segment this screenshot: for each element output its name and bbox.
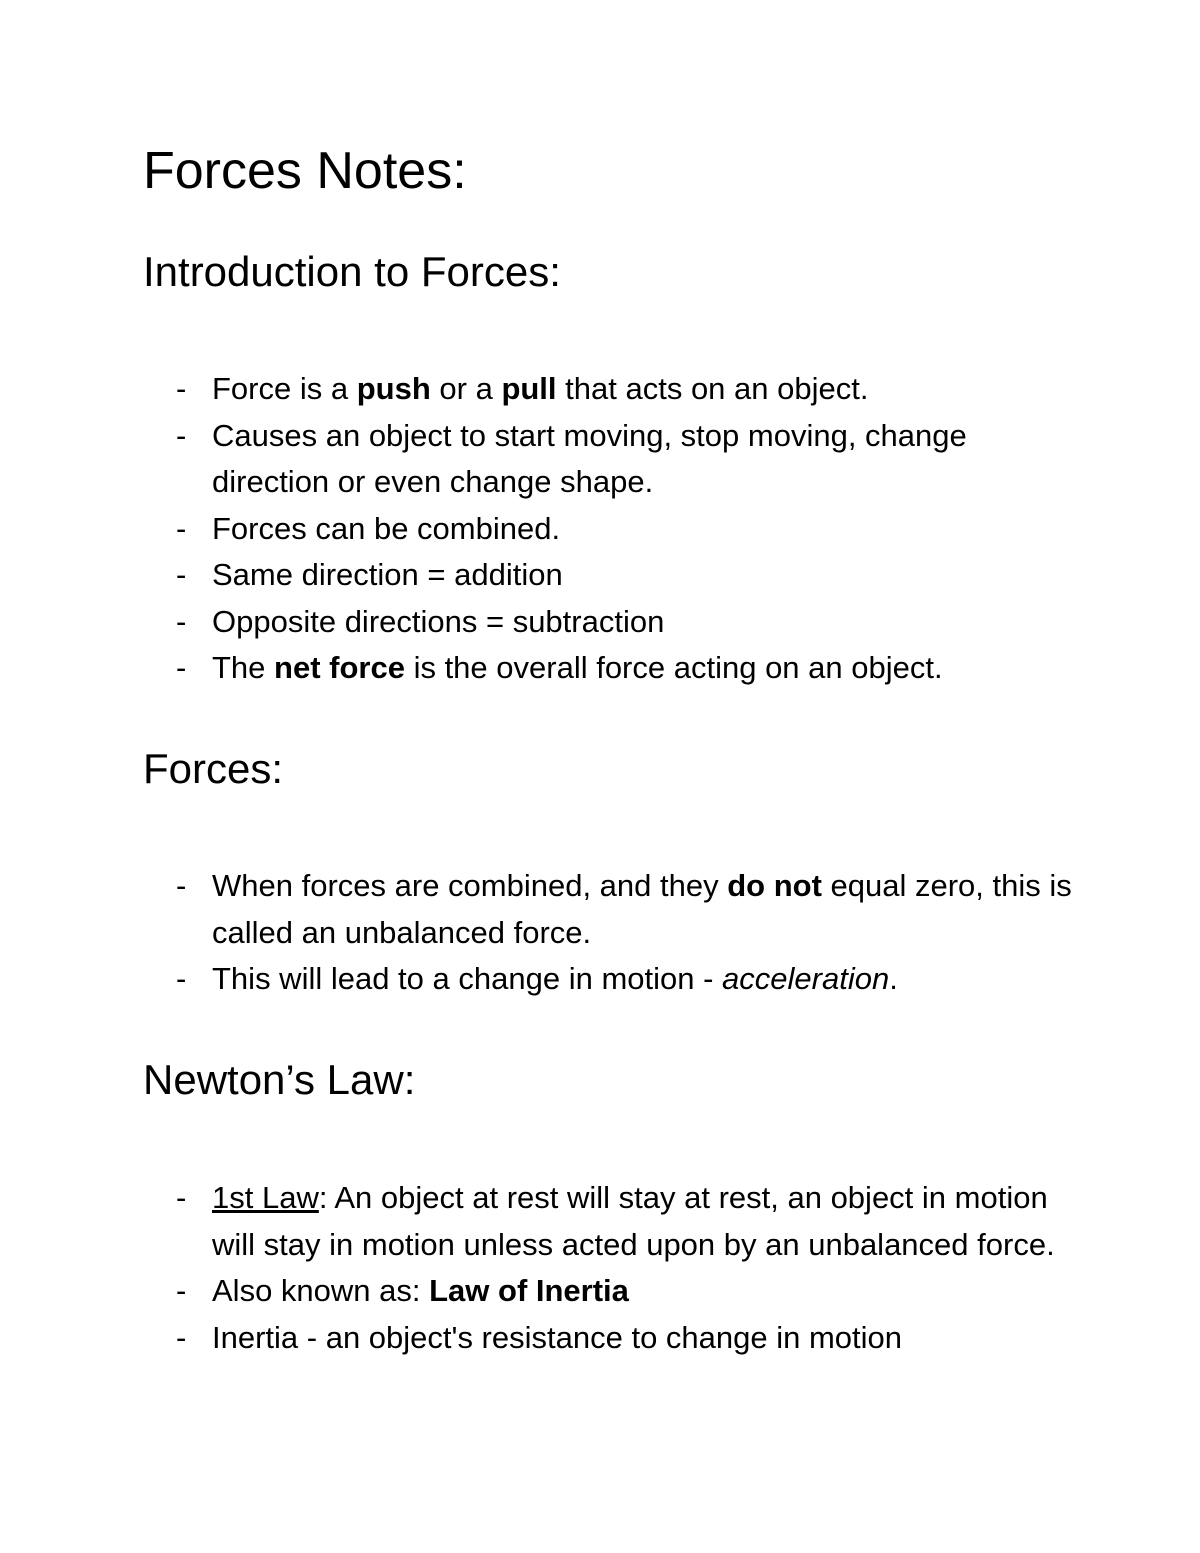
bullet-dash: - [176, 557, 187, 592]
bullet-dash: - [176, 417, 187, 453]
bullet-dash: - [176, 961, 187, 996]
list-item [0, 1268, 1072, 1315]
item-text: Also known as: [212, 1273, 430, 1308]
item-text: When forces are combined, and they [212, 868, 728, 903]
item-text: Same direction = addition [212, 557, 563, 592]
item-text: Opposite directions = subtraction [212, 603, 665, 639]
section-heading-forces: Forces: [143, 745, 284, 792]
bullet-dash: - [176, 1273, 187, 1308]
section-heading-introduction: Introduction to Forces: [143, 248, 561, 295]
item-text: equal zero, this is called an unbalanced force. [212, 868, 1072, 950]
item-text: . [889, 961, 898, 996]
list-item [0, 506, 1072, 553]
item-text: that acts on an object. [556, 371, 869, 406]
section-list-forces [0, 863, 1072, 1003]
document-title: Forces Notes: [143, 142, 467, 200]
list-item [0, 599, 1072, 646]
bold-term-pull: pull [501, 371, 557, 406]
item-text: This will lead to a change in motion - [212, 961, 723, 996]
list-item [0, 1315, 1072, 1362]
item-text: The [212, 650, 275, 685]
bold-term-push: push [356, 371, 431, 406]
bullet-dash: - [176, 650, 187, 685]
list-item [0, 1175, 1072, 1268]
item-text: : An object at rest will stay at rest, an object in motion will stay in motion unless acted upon by an unbalanced force. [212, 1180, 1055, 1262]
item-text: Forces can be combined. [212, 510, 561, 546]
section-list-introduction [0, 366, 1072, 692]
bullet-dash: - [176, 1180, 187, 1215]
bold-term-law-of-inertia: Law of Inertia [429, 1273, 629, 1308]
bullet-dash: - [176, 1319, 187, 1355]
underlined-term-first-law: 1st Law [212, 1180, 319, 1215]
list-item [0, 552, 1072, 599]
list-item [0, 413, 1072, 506]
item-text: Force is a [212, 371, 357, 406]
list-item [0, 863, 1072, 956]
bullet-dash: - [176, 371, 187, 406]
item-text: Causes an object to start moving, stop moving, change direction or even change shape. [212, 417, 967, 499]
bullet-dash: - [176, 603, 187, 639]
bold-term-net-force: net force [274, 650, 405, 685]
item-text: or a [430, 371, 502, 406]
list-item [0, 645, 1072, 692]
bold-term-do-not: do not [727, 868, 822, 903]
item-text: is the overall force acting on an object. [404, 650, 943, 685]
italic-term-acceleration: acceleration [722, 961, 890, 996]
bullet-dash: - [176, 510, 187, 546]
item-text: Inertia - an object's resistance to change in motion [212, 1319, 903, 1355]
list-item [0, 366, 1072, 413]
list-item [0, 956, 1072, 1003]
section-heading-newtons-law: Newton’s Law: [143, 1056, 416, 1103]
section-list-newtons-law [0, 1175, 1072, 1361]
bullet-dash: - [176, 868, 187, 903]
